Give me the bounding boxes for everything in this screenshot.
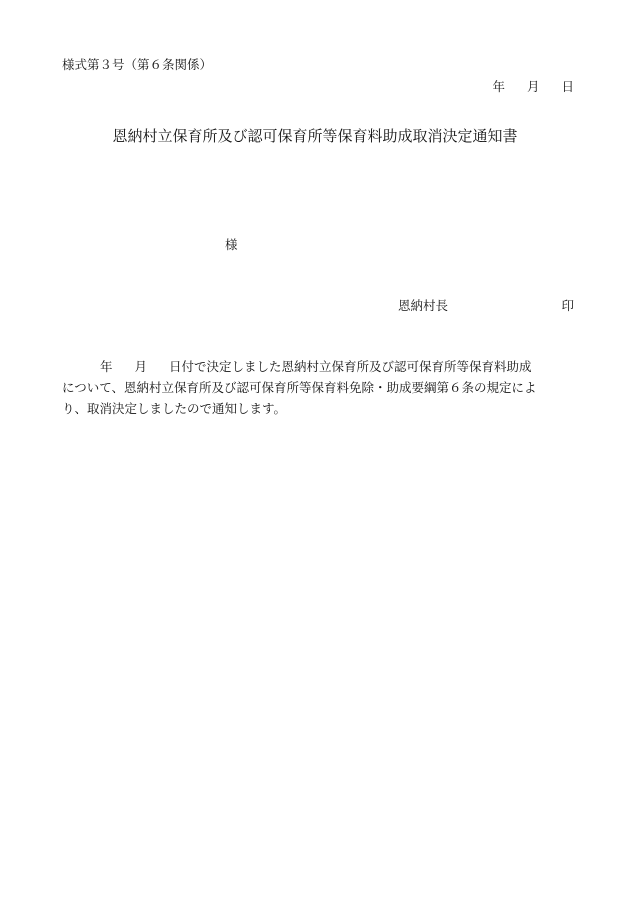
body-line-1 [62, 356, 576, 377]
date-year: 年 [492, 79, 505, 94]
date-month: 月 [526, 79, 540, 94]
date-day: 日 [561, 79, 574, 94]
date-line [492, 79, 574, 95]
notice-body [62, 356, 576, 419]
seal-mark: 印 [561, 298, 574, 313]
body-line-1-text: 日付で決定しました恩納村立保育所及び認可保育所等保育料助成 [169, 359, 532, 374]
document-title: 恩納村立保育所及び認可保育所等保育料助成取消決定通知書 [112, 127, 518, 145]
body-year: 年 [100, 359, 113, 374]
issuer-name: 恩納村長 [398, 298, 449, 313]
recipient-suffix: 様 [225, 237, 238, 252]
form-number: 様式第３号（第６条関係） [62, 57, 213, 72]
body-line-3: り、取消決定しましたので通知します。 [62, 401, 287, 416]
body-month: 月 [134, 359, 148, 374]
body-line-2: について、恩納村立保育所及び認可保育所等保育料免除・助成要綱第６条の規定によ [62, 380, 537, 395]
